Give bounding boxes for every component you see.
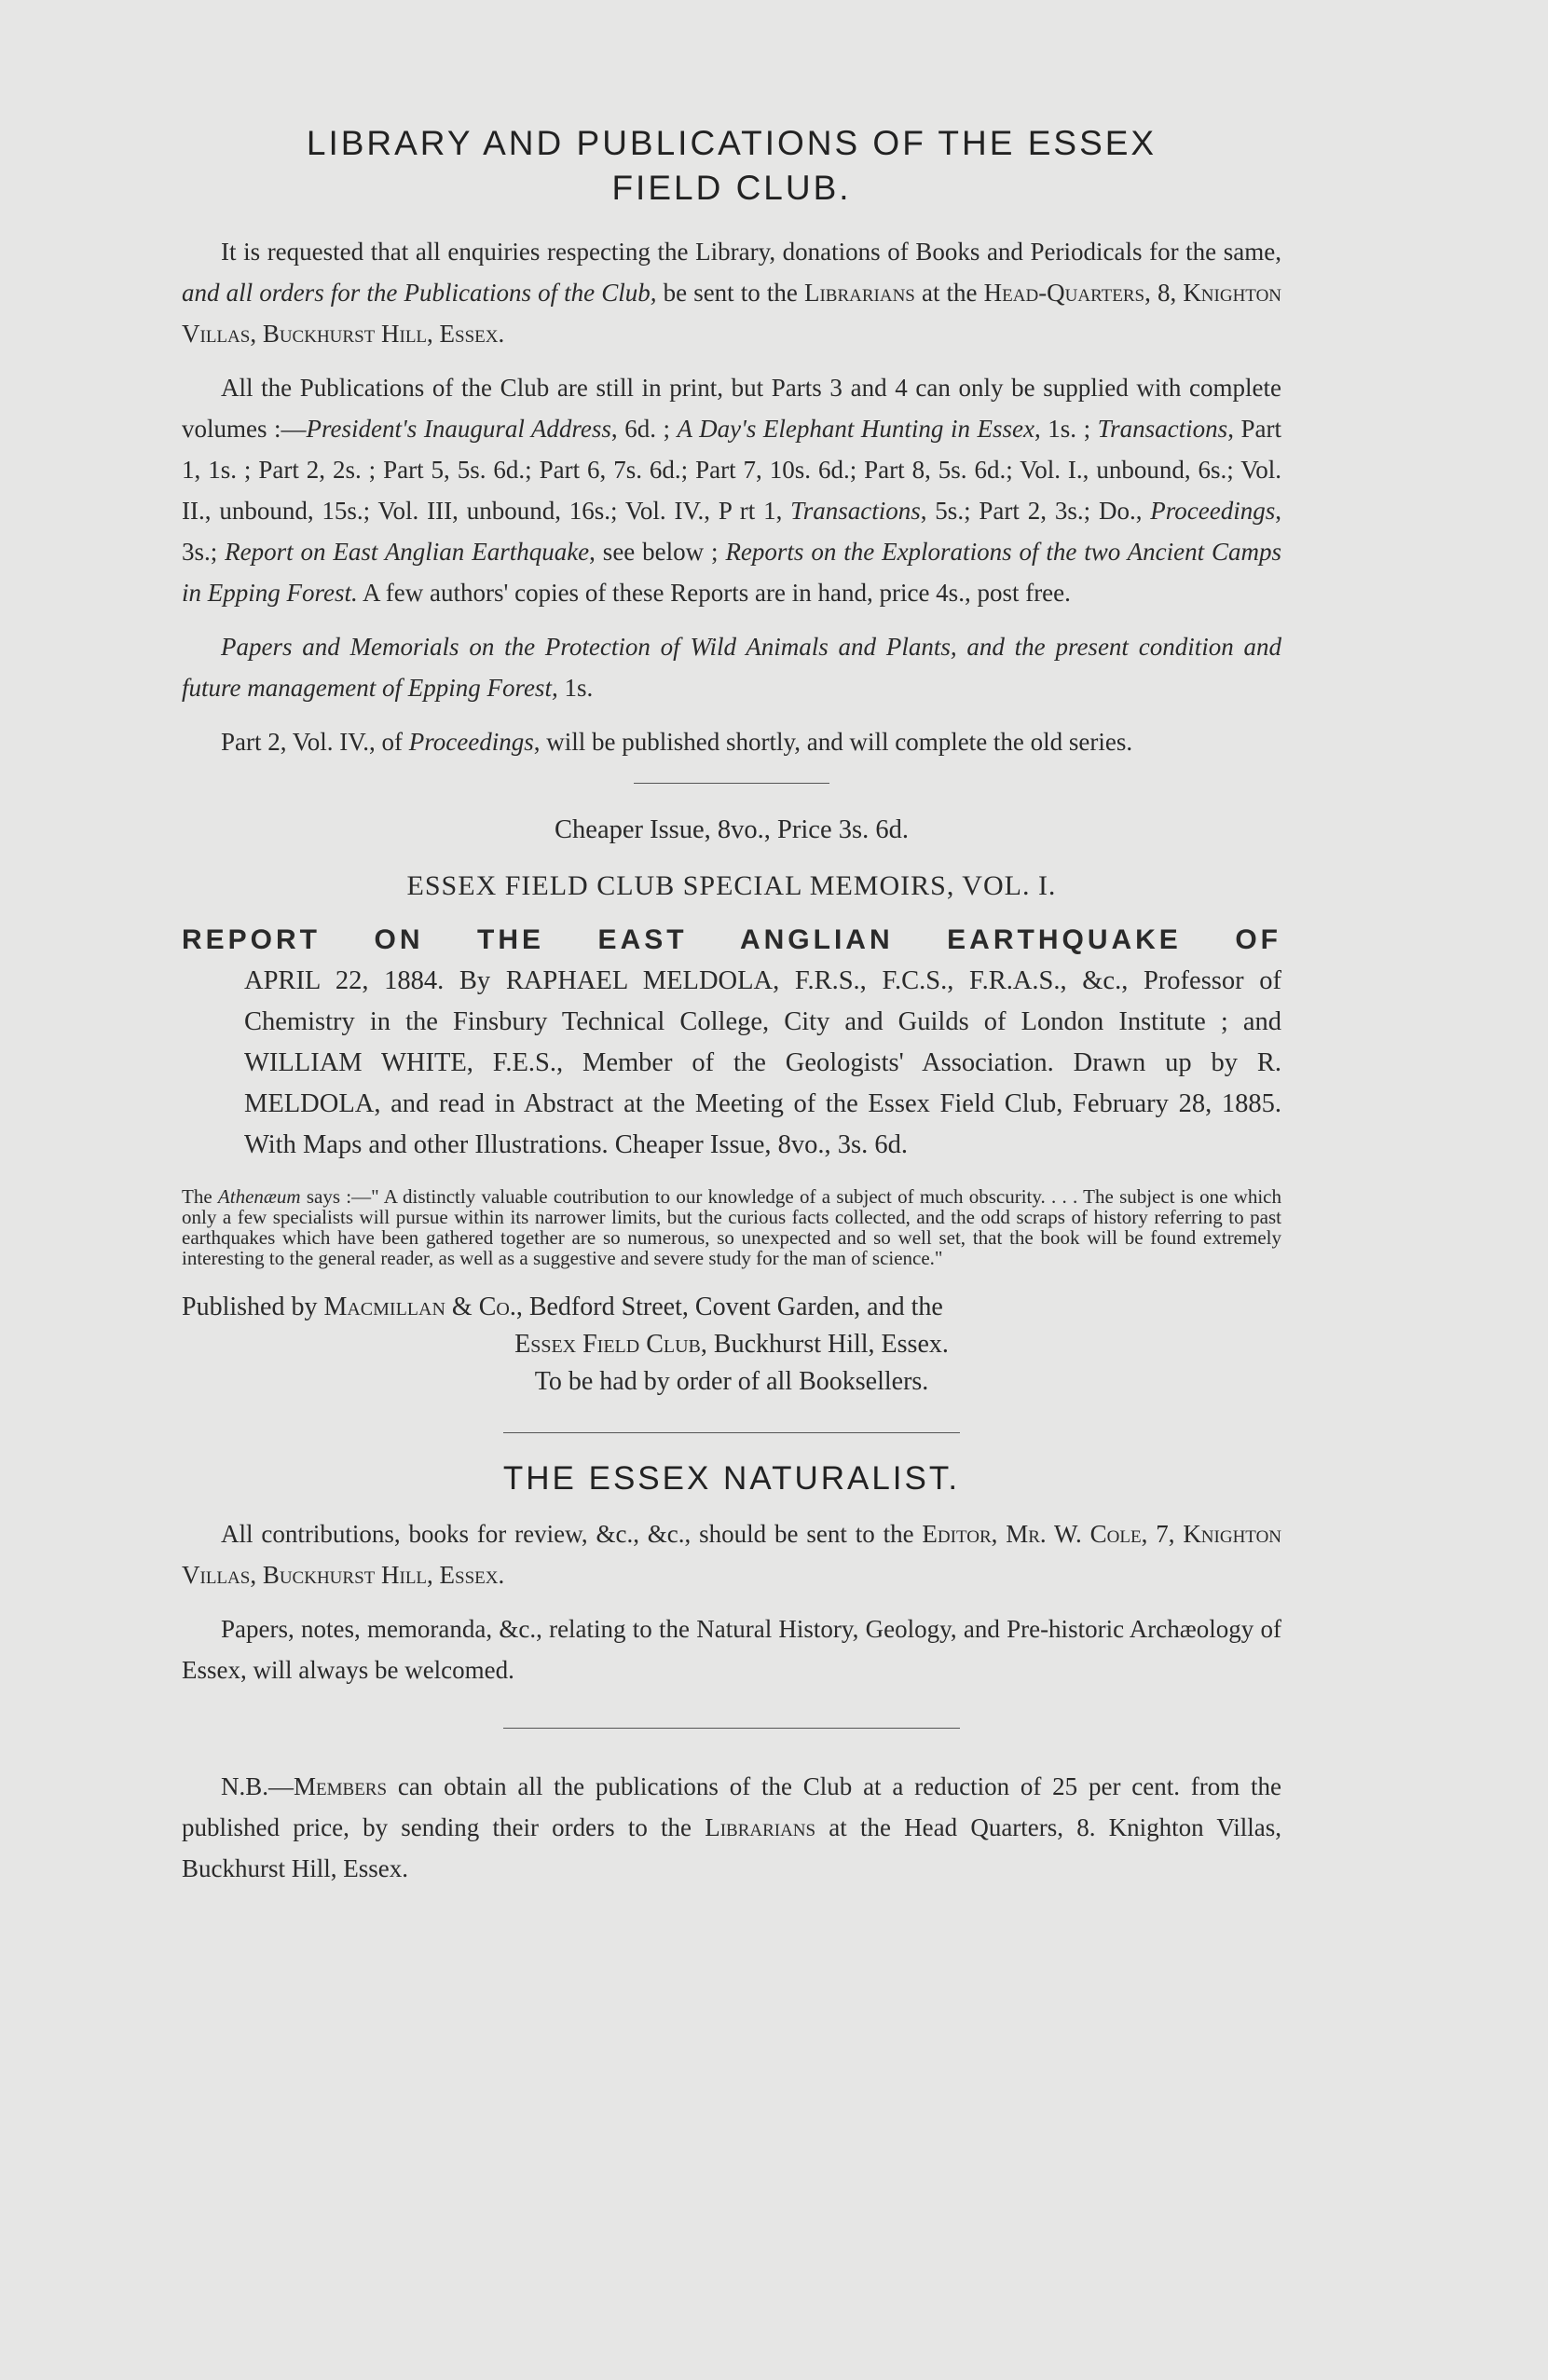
text: Published by bbox=[182, 1293, 324, 1321]
divider bbox=[503, 1432, 960, 1433]
small-caps-text: Macmillan bbox=[323, 1293, 445, 1321]
naturalist-paragraph-1 bbox=[182, 1513, 1281, 1595]
italic-text: Transactions bbox=[790, 497, 921, 525]
text: , Buckhurst Hill, Essex. bbox=[700, 1330, 949, 1359]
text: can obtain all the publications of the Club at a reduction of 25 per cent. from the published price, by sending their orders to the bbox=[182, 1772, 1281, 1841]
athenaeum-quote bbox=[182, 1186, 1281, 1268]
text: & bbox=[445, 1293, 479, 1321]
naturalist-title: THE ESSEX NATURALIST. bbox=[502, 1460, 961, 1497]
italic-text: A Day's Elephant Hunting in Essex bbox=[677, 415, 1034, 443]
small-caps-text: Librarians bbox=[803, 279, 915, 307]
small-caps-text: Knighton Villas, Buckhurst Hill, Essex. bbox=[182, 1520, 1282, 1589]
memoir-series-title: ESSEX FIELD CLUB SPECIAL MEMOIRS, VOL. I. bbox=[406, 870, 1057, 901]
text: , 3s.; bbox=[182, 497, 1281, 566]
small-caps-text: Co. bbox=[478, 1293, 516, 1321]
page-content bbox=[182, 112, 1281, 1889]
publisher-line-3: To be had by order of all Booksellers. bbox=[534, 1367, 929, 1396]
italic-text: Report on East Anglian Earthquake bbox=[225, 538, 590, 566]
library-paragraph-2 bbox=[182, 367, 1281, 613]
text: be sent to the bbox=[656, 279, 804, 307]
text: It is requested that all enquiries respecting the Library, donations of Books and Periodicals for the same, bbox=[221, 238, 1281, 266]
library-paragraph-4 bbox=[182, 721, 1281, 762]
small-caps-text: Members bbox=[294, 1772, 388, 1800]
publisher-line-1 bbox=[182, 1289, 1281, 1326]
small-caps-text: Editor, bbox=[922, 1520, 998, 1548]
text: , 8, bbox=[1144, 279, 1184, 307]
small-caps-text: Librarians bbox=[705, 1813, 816, 1841]
text: , Bedford Street, Covent Garden, and the bbox=[515, 1293, 943, 1321]
text: , 1s. ; bbox=[1034, 415, 1098, 443]
text: All the Publications of the Club are still in print, but Parts 3 and 4 can only be supplied with complete volumes :— bbox=[182, 374, 1281, 443]
report-description: APRIL 22, 1884. By RAPHAEL MELDOLA, F.R.S., F.C.S., F.R.A.S., &c., Professor of Chemistry in the Finsbury Technical College, City and Guilds of London Institute ; and WILLIAM WHITE, F.E.S., Member of the Geologists' Association. Drawn up by R. MELDOLA, and read in Abstract at the Meeting of the Essex Field Club, February 28, 1885. With Maps and other Illustrations. Cheaper Issue, 8vo., 3s. 6d. bbox=[244, 966, 1281, 1159]
small-caps-text: Head-Quarters bbox=[983, 279, 1145, 307]
text: , 5s.; Part 2, 3s.; Do., bbox=[920, 497, 1151, 525]
library-title-line2: FIELD CLUB. bbox=[611, 169, 852, 207]
text: at the Head Quarters, 8. Knighton Villas, Buckhurst Hill, Essex. bbox=[182, 1813, 1282, 1882]
text: says :—" A distinctly valuable coutribution to our knowledge of a subject of much obscurity. . . . The subject is one which only a few specialists will pursue within its narrower limits, but the curious facts collected, and the odd scraps of history referring to past earthquakes which have been gathered together are so numerous, so unexpected and so well set, that the book will be found extremely interesting to the general reader, as well as a suggestive and severe study for the man of science." bbox=[182, 1185, 1281, 1269]
text: A few authors' copies of these Reports are in hand, price 4s., post free. bbox=[357, 579, 1071, 607]
text: , see below ; bbox=[589, 538, 726, 566]
text: , will be published shortly, and will complete the old series. bbox=[533, 728, 1133, 756]
report-title: REPORT ON THE EAST ANGLIAN EARTHQUAKE OF bbox=[182, 924, 1281, 955]
library-paragraph-1 bbox=[182, 231, 1281, 354]
divider bbox=[634, 783, 829, 784]
text: , 6d. ; bbox=[610, 415, 678, 443]
italic-text: and all orders for the Publications of the Club, bbox=[182, 279, 657, 307]
naturalist-paragraph-2: Papers, notes, memoranda, &c., relating to the Natural History, Geology, and Pre-historic Archæology of Essex, will always be welcomed. bbox=[182, 1615, 1281, 1684]
library-title bbox=[182, 121, 1281, 211]
italic-text: Proceedings bbox=[1150, 497, 1276, 525]
italic-text: Athenæum bbox=[217, 1185, 301, 1208]
text: The bbox=[182, 1185, 218, 1208]
library-title-line1: LIBRARY AND PUBLICATIONS OF THE ESSEX bbox=[306, 124, 1158, 162]
small-caps-text: Essex Field Club bbox=[514, 1330, 701, 1359]
text: , 7, bbox=[1141, 1520, 1184, 1548]
members-note bbox=[182, 1766, 1281, 1889]
italic-text: Transactions bbox=[1097, 415, 1228, 443]
italic-text: Proceedings bbox=[408, 728, 534, 756]
small-caps-text: Mr. W. Cole bbox=[1006, 1520, 1142, 1548]
text: N.B.— bbox=[221, 1772, 295, 1800]
divider bbox=[503, 1728, 960, 1729]
text: at the bbox=[914, 279, 984, 307]
italic-text: Papers and Memorials on the Protection of Wild Animals and Plants, and the present condition and future management of Epping Forest, bbox=[182, 633, 1281, 702]
text: , Part 1, 1s. ; Part 2, 2s. ; Part 5, 5s. 6d.; Part 6, 7s. 6d.; Part 7, 10s. 6d.; Part 8, 5s. 6d.; Vol. I., unbound, 6s.; Vol. II., unbound, 15s.; Vol. III, unbound, 16s.; Vol. IV., P rt 1, bbox=[182, 415, 1281, 525]
italic-text: President's Inaugural Address bbox=[306, 415, 611, 443]
library-paragraph-3 bbox=[182, 626, 1281, 708]
text: Part 2, Vol. IV., of bbox=[221, 728, 409, 756]
text: 1s. bbox=[557, 674, 594, 702]
publisher-line-2 bbox=[182, 1326, 1281, 1363]
text: All contributions, books for review, &c., &c., should be sent to the bbox=[221, 1520, 923, 1548]
small-caps-text: Knighton Villas, Buckhurst Hill, Essex. bbox=[182, 279, 1282, 348]
memoir-price-line: Cheaper Issue, 8vo., Price 3s. 6d. bbox=[555, 815, 909, 844]
italic-text: Reports on the Explorations of the two Ancient Camps in Epping Forest. bbox=[182, 538, 1281, 607]
